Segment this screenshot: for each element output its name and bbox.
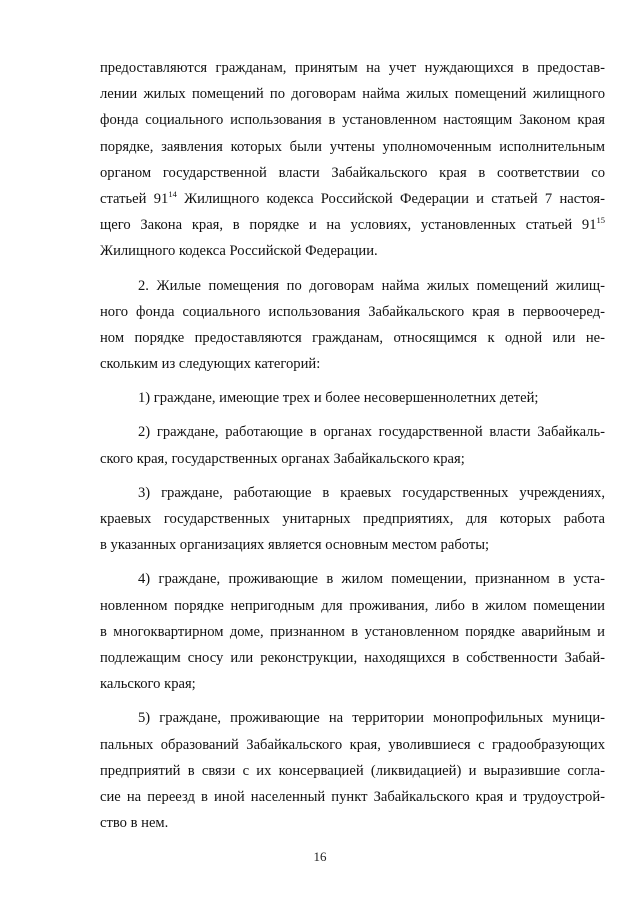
text-line: фонда социального использования в установленном настоящим Законом края	[100, 112, 605, 129]
superscript: 14	[168, 188, 177, 199]
text-line: краевых государственных унитарных предприятиях, для которых работа	[100, 511, 605, 527]
paragraph-gap	[100, 377, 605, 385]
text-line: сие на переезд в иной населенный пункт Забайкальского края и трудоустрой-	[100, 788, 605, 805]
list-item: 1) граждане, имеющие трех и более несовершеннолетних детей;	[138, 390, 539, 407]
text-line: ного фонда социального использования Забайкальского края в первоочеред-	[100, 303, 605, 320]
text-run: щего Закона края, в порядке и на условиях, установленных статьей 91	[100, 217, 597, 234]
page-number: 16	[313, 849, 327, 864]
text-line-with-superscript	[100, 212, 605, 238]
text-line: органом государственной власти Забайкальского края в соответствии со	[100, 164, 605, 181]
text-line: ство в нем.	[100, 815, 169, 832]
text-line: лении жилых помещений по договорам найма жилых помещений жилищного	[100, 86, 605, 103]
text-line: предприятий в связи с их консервацией (ликвидацией) и выразившие согла-	[100, 762, 605, 779]
text-line: скольким из следующих категорий:	[100, 356, 321, 373]
text-line: ского края, государственных органах Забайкальского края;	[100, 450, 465, 467]
paragraph-gap	[100, 472, 605, 480]
text-line: предоставляются гражданам, принятым на учет нуждающихся в предостав-	[100, 60, 605, 76]
text-line: в указанных организациях является основным местом работы;	[100, 537, 490, 554]
text-line-with-superscript	[100, 186, 605, 212]
text-line: кальского края;	[100, 676, 196, 693]
text-line: пальных образований Забайкальского края, уволившиеся с градообразующих	[100, 736, 605, 753]
paragraph-gap	[100, 265, 605, 273]
paragraph-gap	[100, 558, 605, 566]
text-line: Жилищного кодекса Российской Федерации.	[100, 243, 378, 260]
list-item: 2) граждане, работающие в органах государственной власти Забайкаль-	[138, 424, 605, 441]
paragraph-gap	[100, 697, 605, 705]
text-line: подлежащим сносу или реконструкции, находящихся в собственности Забай-	[100, 649, 605, 666]
text-run: Жилищного кодекса Российской Федерации и статьей 7 настоя-	[176, 190, 605, 207]
list-item: 3) граждане, работающие в краевых государственных учреждениях,	[138, 484, 605, 501]
document-body	[100, 55, 605, 836]
list-item: 5) граждане, проживающие на территории монопрофильных муници-	[138, 710, 605, 727]
superscript: 15	[596, 215, 605, 226]
paragraph-gap	[100, 411, 605, 419]
text-line: ном порядке предоставляются гражданам, относящимся к одной или не-	[100, 329, 605, 346]
text-run: статьей 91	[100, 190, 169, 207]
list-item: 4) граждане, проживающие в жилом помещении, признанном в уста-	[138, 571, 605, 588]
text-line: в многоквартирном доме, признанном в установленном порядке аварийным и	[100, 623, 605, 640]
text-line: 2. Жилые помещения по договорам найма жилых помещений жилищ-	[138, 277, 605, 294]
text-line: новленном порядке непригодным для проживания, либо в жилом помещении	[100, 597, 605, 614]
text-line: порядке, заявления которых были учтены уполномоченным исполнительным	[100, 138, 605, 155]
